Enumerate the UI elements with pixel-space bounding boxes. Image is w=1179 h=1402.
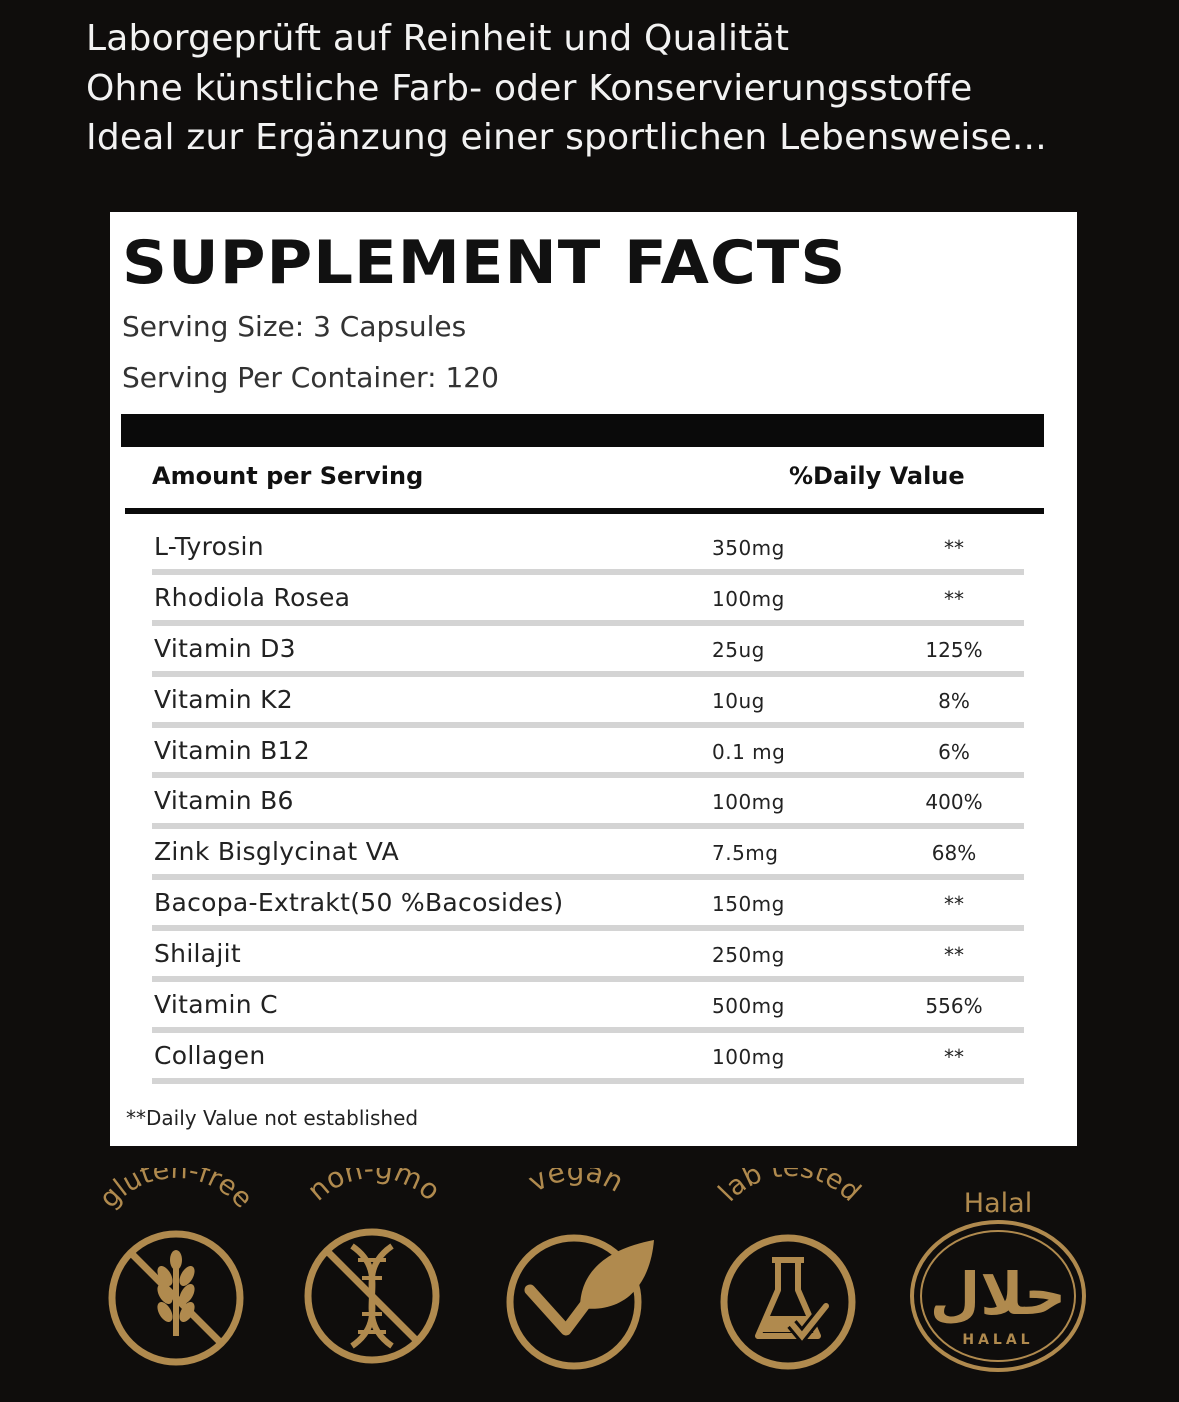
ingredient-name: Collagen bbox=[154, 1040, 266, 1070]
ingredient-daily-value: 8% bbox=[938, 688, 970, 713]
intro-line-additives: Ohne künstliche Farb- oder Konservierungsstoffe bbox=[86, 67, 973, 109]
daily-value-footnote: **Daily Value not established bbox=[126, 1106, 419, 1130]
ingredient-daily-value: ** bbox=[944, 1044, 964, 1069]
ingredient-name: Vitamin D3 bbox=[154, 633, 296, 663]
table-row bbox=[152, 626, 1026, 677]
ingredient-daily-value: ** bbox=[944, 892, 964, 917]
leaf-check-icon bbox=[472, 1168, 672, 1398]
ingredient-name: Bacopa-Extrakt(50 %Bacosides) bbox=[154, 888, 564, 918]
ingredient-name: Shilajit bbox=[154, 939, 242, 969]
svg-text:lab tested bbox=[713, 1168, 867, 1208]
ingredient-daily-value: 68% bbox=[931, 841, 977, 866]
ingredient-name: Vitamin C bbox=[154, 990, 278, 1020]
badge-non-gmo bbox=[274, 1168, 474, 1398]
ingredient-amount: 100mg bbox=[712, 586, 785, 611]
badge-halal bbox=[898, 1168, 1098, 1398]
ingredient-amount: 350mg bbox=[712, 536, 785, 560]
halal-seal-icon bbox=[898, 1168, 1098, 1398]
badge-label: gluten-free bbox=[93, 1168, 259, 1215]
serving-size: Serving Size: 3 Capsules bbox=[122, 310, 467, 343]
table-row bbox=[152, 728, 1026, 779]
ingredient-name: Vitamin K2 bbox=[154, 684, 294, 714]
ingredient-daily-value: 556% bbox=[925, 994, 983, 1019]
ingredient-name: Vitamin B12 bbox=[154, 735, 310, 765]
ingredient-daily-value: 125% bbox=[925, 637, 983, 662]
badge-label: non-gmo bbox=[301, 1168, 448, 1208]
svg-text:vegan bbox=[523, 1168, 629, 1199]
ingredient-amount: 500mg bbox=[712, 994, 785, 1019]
table-row bbox=[152, 880, 1026, 931]
intro-line-purity: Laborgeprüft auf Reinheit und Qualität bbox=[86, 18, 790, 59]
intro-line-sport: Ideal zur Ergänzung einer sportlichen Lebensweise... bbox=[86, 117, 1047, 158]
flask-check-icon bbox=[688, 1168, 888, 1398]
dna-crossed-icon bbox=[274, 1168, 474, 1398]
table-row bbox=[152, 677, 1026, 728]
ingredient-amount: 25ug bbox=[712, 637, 765, 662]
halal-arabic: حلال bbox=[929, 1260, 1067, 1328]
ingredient-daily-value: ** bbox=[944, 536, 964, 560]
intro-text bbox=[86, 14, 1166, 163]
ingredient-daily-value: 400% bbox=[925, 790, 983, 815]
header-amount-per-serving: Amount per Serving bbox=[152, 462, 424, 490]
row-divider bbox=[152, 1078, 1024, 1084]
svg-text:gluten-free bbox=[94, 1168, 259, 1214]
ingredient-amount: 7.5mg bbox=[712, 841, 779, 866]
header-daily-value: %Daily Value bbox=[789, 462, 965, 490]
badge-label: Halal bbox=[963, 1188, 1033, 1219]
badge-label: lab t sted bbox=[712, 1168, 867, 1208]
table-row bbox=[152, 524, 1026, 575]
table-row bbox=[152, 829, 1026, 880]
badge-label: vegan bbox=[522, 1168, 630, 1199]
supplement-facts-panel bbox=[110, 212, 1077, 1146]
ingredient-amount: 150mg bbox=[712, 892, 785, 917]
servings-per-container: Serving Per Container: 120 bbox=[122, 361, 499, 394]
ingredient-amount: 100mg bbox=[712, 790, 785, 815]
badge-gluten-free bbox=[76, 1168, 276, 1398]
ingredient-amount: 100mg bbox=[712, 1044, 785, 1069]
wheat-crossed-icon bbox=[76, 1168, 276, 1398]
ingredient-amount: 250mg bbox=[712, 943, 785, 968]
certification-badges bbox=[0, 1168, 1179, 1398]
table-row bbox=[152, 982, 1026, 1033]
ingredients-table bbox=[152, 524, 1026, 1084]
supplement-facts-title: SUPPLEMENT FACTS bbox=[122, 228, 847, 298]
badge-lab-tested bbox=[688, 1168, 888, 1398]
table-row bbox=[152, 931, 1026, 982]
header-divider-bar bbox=[121, 414, 1044, 447]
ingredient-daily-value: ** bbox=[944, 943, 964, 968]
ingredient-name: Rhodiola Rosea bbox=[154, 582, 351, 612]
ingredient-name: Vitamin B6 bbox=[154, 786, 294, 816]
badge-vegan bbox=[472, 1168, 672, 1398]
halal-seal-text: HALAL bbox=[962, 1332, 1034, 1348]
table-row bbox=[152, 1033, 1026, 1084]
ingredient-daily-value: ** bbox=[944, 586, 964, 611]
header-rule bbox=[125, 508, 1044, 514]
table-header bbox=[121, 448, 1044, 510]
ingredient-name: L-Tyrosin bbox=[154, 532, 264, 561]
ingredient-amount: 10ug bbox=[712, 688, 765, 713]
ingredient-daily-value: 6% bbox=[938, 739, 970, 764]
ingredient-name: Zink Bisglycinat VA bbox=[154, 837, 399, 867]
svg-text:non-gmo bbox=[301, 1168, 447, 1207]
table-row bbox=[152, 778, 1026, 829]
table-row bbox=[152, 575, 1026, 626]
ingredient-amount: 0.1 mg bbox=[712, 739, 786, 764]
